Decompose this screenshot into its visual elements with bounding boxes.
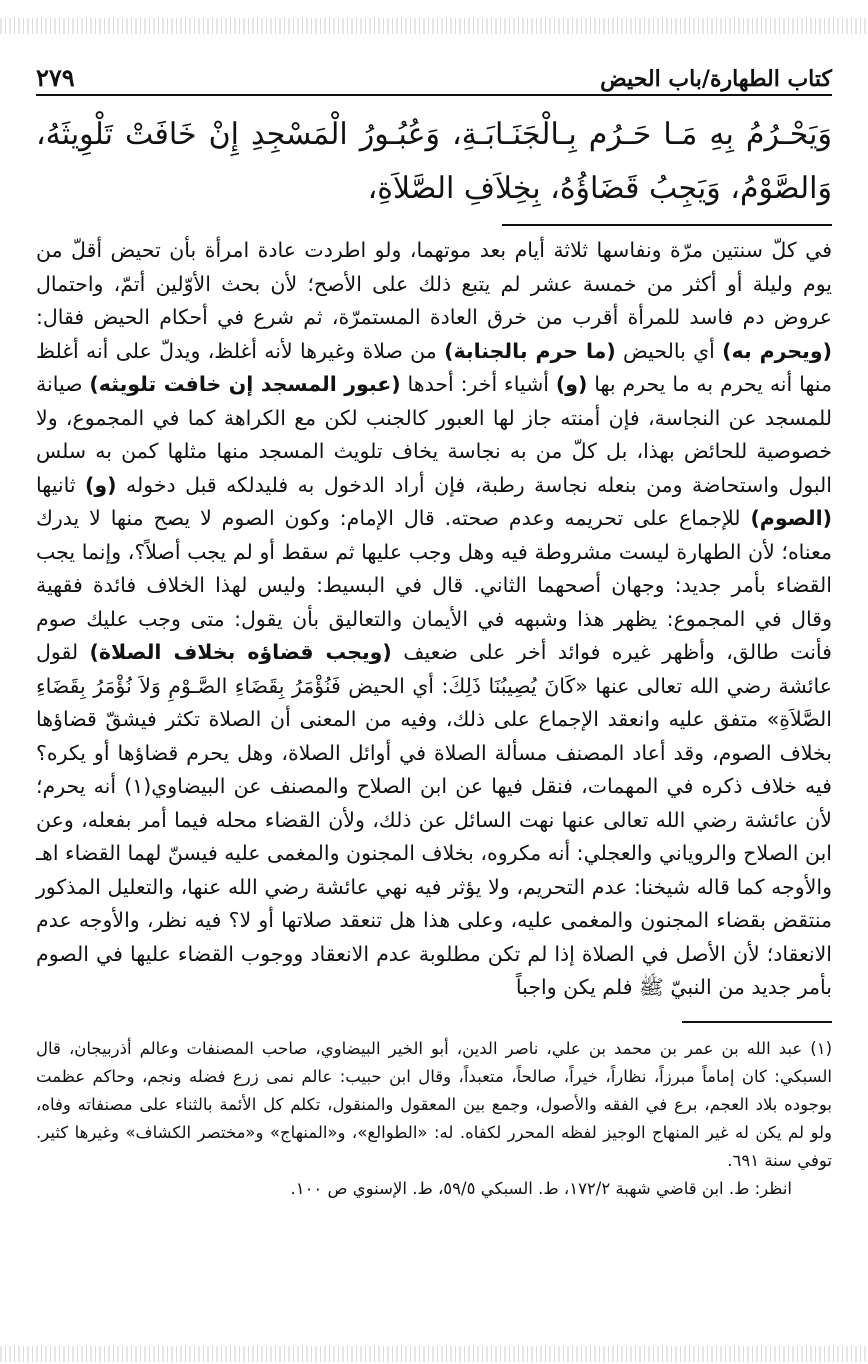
quoted-matn: (ما حرم بالجنابة) (444, 338, 616, 363)
commentary-segment: أي بالحيض (623, 338, 715, 363)
page-header (36, 56, 832, 96)
quoted-matn: (و) (85, 472, 117, 497)
commentary-segment: من صلاة وغيرها لأنه أغلظ، ويدلّ على أنه أغلظ منها أنه يحرم به ما يحرم بها (36, 338, 832, 396)
quoted-matn: (ويجب قضاؤه بخلاف الصلاة) (89, 640, 392, 664)
footnote (36, 1035, 832, 1175)
matn-text: وَيَحْـرُمُ بِهِ مَـا حَـرُم بِـالْجَنَـابَـةِ، وَعُبُـورُ الْمَسْجِدِ إِنْ خَافَتْ تَلْوِيثَهُ، وَالصَّوْمُ، وَيَجِبُ قَضَاؤُهُ، بِخِلاَفِ الصَّلاَةِ، (36, 117, 832, 206)
quoted-matn: (ويحرم به) (722, 338, 832, 363)
commentary-segment: في كلّ سنتين مرّة ونفاسها ثلاثة أيام بعد موتهما، ولو اطردت عادة امرأة بأن تحيض أقلّ من يوم وليلة أو أكثر من خمسة عشر لم يتبع ذلك على الأصح؛ لأن بحث الأوّلين أتمّ، واحتمال عروض دم فاسد للمرأة أقرب من خرق العادة المستمرّة، ثم شرع في أحكام الحيض فقال: (36, 238, 832, 329)
scan-noise-top (0, 18, 868, 34)
footnote-source: انظر: ط. ابن قاضي شهبة ١٧٢/٢، ط. السبكي ٥٩/٥، ط. الإسنوي ص ١٠٠. (290, 1178, 792, 1198)
commentary-segment: أنه يحرم؛ لأن عائشة رضي الله تعالى عنها نهت السائل عن ذلك، ولأن القضاء محله فيما أمر بفعله، وعن ابن الصلاح والروياني والعجلي: أنه مكروه، بخلاف المجنون والمغمى عليه فيسنّ لهما القضاء اهـ والأوجه كما قاله شيخنا: عدم التحريم، ولا يؤثر فيه نهي عائشة رضي الله عنها، والتعليل المذكور منتقض بقضاء المجنون والمغمى عليه، وعلى هذا هل تنعقد صلاتها أو لا؟ فيه نظر، والأوجه عدم الانعقاد؛ لأن الأصل في الصلاة إذا لم تكن مطلوبة عدم الانعقاد ووجوب القضاء عليها في الصوم بأمر جديد من النبيّ ﷺ فلم يكن واجباً (36, 774, 832, 999)
commentary-segment: ثانيها (36, 472, 76, 497)
commentary-segment: للإجماع على تحريمه وعدم صحته. قال الإمام: وكون الصوم لا يصح منها لا يدرك معناه؛ لأن الطهارة ليست مشروطة فيه وهل وجب عليها ثم سقط أو لم يجب أصلاً؟، وإنما يجب القضاء بأمر جديد: وجهان أصحهما الثاني. قال في البسيط: وليس لهذا الخلاف فائدة فقهية وقال في المجموع: يظهر هذا وشبهه في الأيمان والتعاليق بأن يقول: متى وجب عليك صوم فأنت طالق، وأظهر غيره فوائد أخر على ضعيف (36, 506, 832, 664)
scan-noise-bottom (0, 1346, 868, 1362)
quoted-matn: (عبور المسجد إن خافت تلويثه) (89, 372, 401, 396)
quoted-matn: (و) (555, 372, 588, 396)
running-head: كتاب الطهارة/باب الحيض (600, 66, 832, 92)
footnote-marker: (١) (810, 1038, 832, 1058)
footnote-divider (682, 1021, 832, 1023)
commentary-text (36, 234, 832, 1005)
commentary-segment: لقول عائشة رضي الله تعالى عنها «كَانَ يُصِيبُنَا ذَلِكَ: أي الحيض فَنُؤْمَرُ بِقَضَاءِ الصَّـوْمِ وَلاَ نُؤْمَرُ بِقَضَاءِ الصَّلاَةِ» متفق عليه وانعقد الإجماع على ذلك، وفيه من المعنى أن الصلاة تكثر فيشقّ قضاؤها بخلاف الصوم، وقد أعاد المصنف مسألة الصلاة في أوائل الصلاة، وهل يحرم قضاؤها أو يكره؟ فيه خلاف ذكره في المهمات، فنقل فيها عن ابن الصلاح والمصنف عن البيضاوي (36, 640, 832, 798)
matn-divider (502, 224, 832, 226)
commentary-segment: أشياء أخر: أحدها (407, 372, 549, 396)
page-number: ٢٧٩ (36, 63, 75, 92)
commentary-segment: صيانة للمسجد عن النجاسة، فإن أمنته جاز لها العبور كالجنب لكن مع الكراهة كما في المجموع، ولا خصوصية للحائض بهذا، بل كلّ من به نجاسة يخاف تلويث المسجد منها مثلها كمن به سلس البول واستحاضة ومن بنعله نجاسة رطبة، فإن أراد الدخول به فليدلكه قبل دخوله (36, 372, 832, 497)
footnote-reference[interactable]: (١) (124, 774, 152, 798)
quoted-matn: (الصوم) (750, 506, 832, 530)
book-page (36, 56, 832, 1346)
footnote-text: عبد الله بن عمر بن محمد بن علي، ناصر الدين، أبو الخير البيضاوي، صاحب المصنفات وعالم أذربيجان، قال السبكي: كان إماماً مبرزاً، نظاراً، خيراً، صالحاً، متعبداً، وقال ابن حبيب: عالم نمى زرع فضله ونجم، وحاكم عظمت بوجوده بلاد العجم، برع في الفقه والأصول، وجمع بين المعقول والمنقول، تكلم كل الأئمة بالثناء على مصنفاته وفاه، ولو لم يكن له غير المنهاج الوجيز لفظه المحرر لكفاه. له: «الطوالع»، و«المنهاج» و«مختصر الكشاف» وغيرها كثير. توفي سنة ٦٩١. (36, 1038, 832, 1170)
